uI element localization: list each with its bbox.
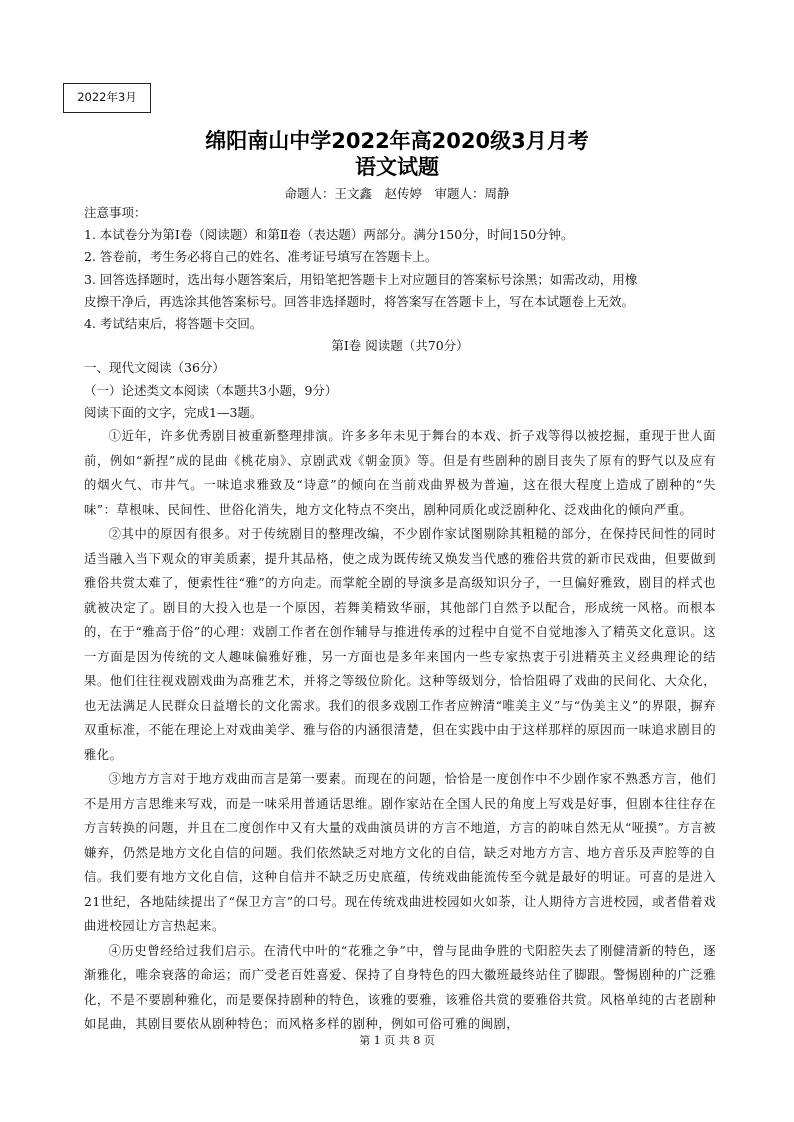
reading-passage xyxy=(84,424,716,1037)
date-box: 2022年3月 xyxy=(63,83,151,113)
notice-item: 3. 回答选择题时，选出每小题答案后，用铅笔把答题卡上对应题目的答案标号涂黑；如需改动，用橡 xyxy=(84,271,638,287)
notice-item: 4. 考试结束后，将答题卡交回。 xyxy=(84,316,263,332)
authors-line: 命题人：王文鑫 赵传婷 审题人：周静 xyxy=(284,186,510,201)
reading-instruction: 阅读下面的文字，完成1—3题。 xyxy=(84,404,263,420)
volume-title: 第Ⅰ卷 阅读题（共70分） xyxy=(331,338,469,354)
notice-item: 皮擦干净后，再选涂其他答案标号。回答非选择题时，将答案写在答题卡上，写在本试题卷上无效。 xyxy=(84,293,635,309)
page-footer: 第 1 页 共 8 页 xyxy=(359,1034,435,1047)
passage-paragraph-1: ①近年，许多优秀剧目被重新整理排演。许多多年未见于舞台的本戏、折子戏等得以被挖掘，重现于世人面前，例如“新捏”成的昆曲《桃花扇》、京剧武戏《朝金顶》等。但是有些剧种的剧目丧失了原有的野气以及应有的烟火气、市井气。一味追求雅致及“诗意”的倾向在当前戏曲界极为普遍，这在很大程度上造成了剧种的“失味”：草根味、民间性、世俗化消失，地方文化特点不突出，剧种同质化或泛剧种化、泛戏曲化的倾向严重。 xyxy=(84,429,716,517)
passage-paragraph-4: ④历史曾经给过我们启示。在清代中叶的“花雅之争”中，曾与昆曲争胜的弋阳腔失去了刚健清新的特色，逐渐雅化，唯余衰落的命运；而广受老百姓喜爱、保持了自身特色的四大徽班最终站住了脚跟。警惕剧种的广泛雅化，不是不要剧种雅化，而是要保持剧种的特色，该雅的要雅，该雅俗共赏的要雅俗共赏。风格单纯的古老剧种如昆曲，其剧目要依从剧种特色；而风格多样的剧种，例如可俗可雅的闽剧， xyxy=(84,943,716,1031)
part-heading: 一、现代文阅读（36分） xyxy=(84,360,225,376)
exam-title: 绵阳南山中学2022年高2020级3月月考 xyxy=(205,129,589,153)
passage-paragraph-2: ②其中的原因有很多。对于传统剧目的整理改编，不少剧作家试图剔除其粗糙的部分，在保持民间性的同时适当融入当下观众的审美质素，提升其品格，使之成为既传统又焕发当代感的雅俗共赏的新市民戏曲，但要做到雅俗共赏太难了，便索性往“雅”的方向走。而掌舵全剧的导演多是高级知识分子，一旦偏好雅致，剧目的样式也就被决定了。剧目的大投入也是一个原因，若舞美精致华丽，其他部门自然予以配合，形成统一风格。而根本的，在于“雅高于俗”的心理：戏剧工作者在创作辅导与推进传承的过程中自觉不自觉地渗入了精英文化意识。这一方面是因为传统的文人趣味偏雅好雅，另一方面也是多年来国内一些专家热衷于引进精英主义经典理论的结果。他们往往视戏剧戏曲为高雅艺术，并将之等级位阶化。这种等级划分，恰恰阻碍了戏曲的民间化、大众化，也无法满足人民群众日益增长的文化需求。我们的很多戏剧工作者应辨清“唯美主义”与“伪美主义”的界限，摒弃双重标准，不能在理论上对戏曲美学、雅与俗的内涵很清楚，但在实践中由于这样那样的原因而一味追求剧目的雅化。 xyxy=(84,527,716,762)
notice-item: 2. 答卷前，考生务必将自己的姓名、准考证号填写在答题卡上。 xyxy=(84,249,438,265)
notice-block xyxy=(84,202,716,424)
notice-item: 1. 本试卷分为第Ⅰ卷（阅读题）和第Ⅱ卷（表达题）两部分。满分150分，时间150分钟。 xyxy=(84,227,574,243)
passage-paragraph-3: ③地方方言对于地方戏曲而言是第一要素。而现在的问题，恰恰是一度创作中不少剧作家不熟悉方言，他们不是用方言思维来写戏，而是一味采用普通话思维。剧作家站在全国人民的角度上写戏是好事，但剧本往往存在方言转换的问题，并且在二度创作中又有大量的戏曲演员讲的方言不地道，方言的韵味自然无从“哑摸”。方言被嫌弃，仍然是地方文化自信的问题。我们依然缺乏对地方文化的自信，缺乏对地方方言、地方音乐及声腔等的自信。我们要有地方文化自信，这种自信并不缺乏历史底蕴，传统戏曲能流传至今就是最好的明证。可喜的是进入21世纪，各地陆续提出了“保卫方言”的口号。现在传统戏曲进校园如火如荼，让人期待方言进校园，或者借着戏曲进校园让方言热起来。 xyxy=(84,772,716,933)
notice-heading: 注意事项： xyxy=(84,205,147,220)
subpart-heading: （一）论述类文本阅读（本题共3小题，9分） xyxy=(84,382,338,398)
exam-subtitle: 语文试题 xyxy=(355,155,439,179)
